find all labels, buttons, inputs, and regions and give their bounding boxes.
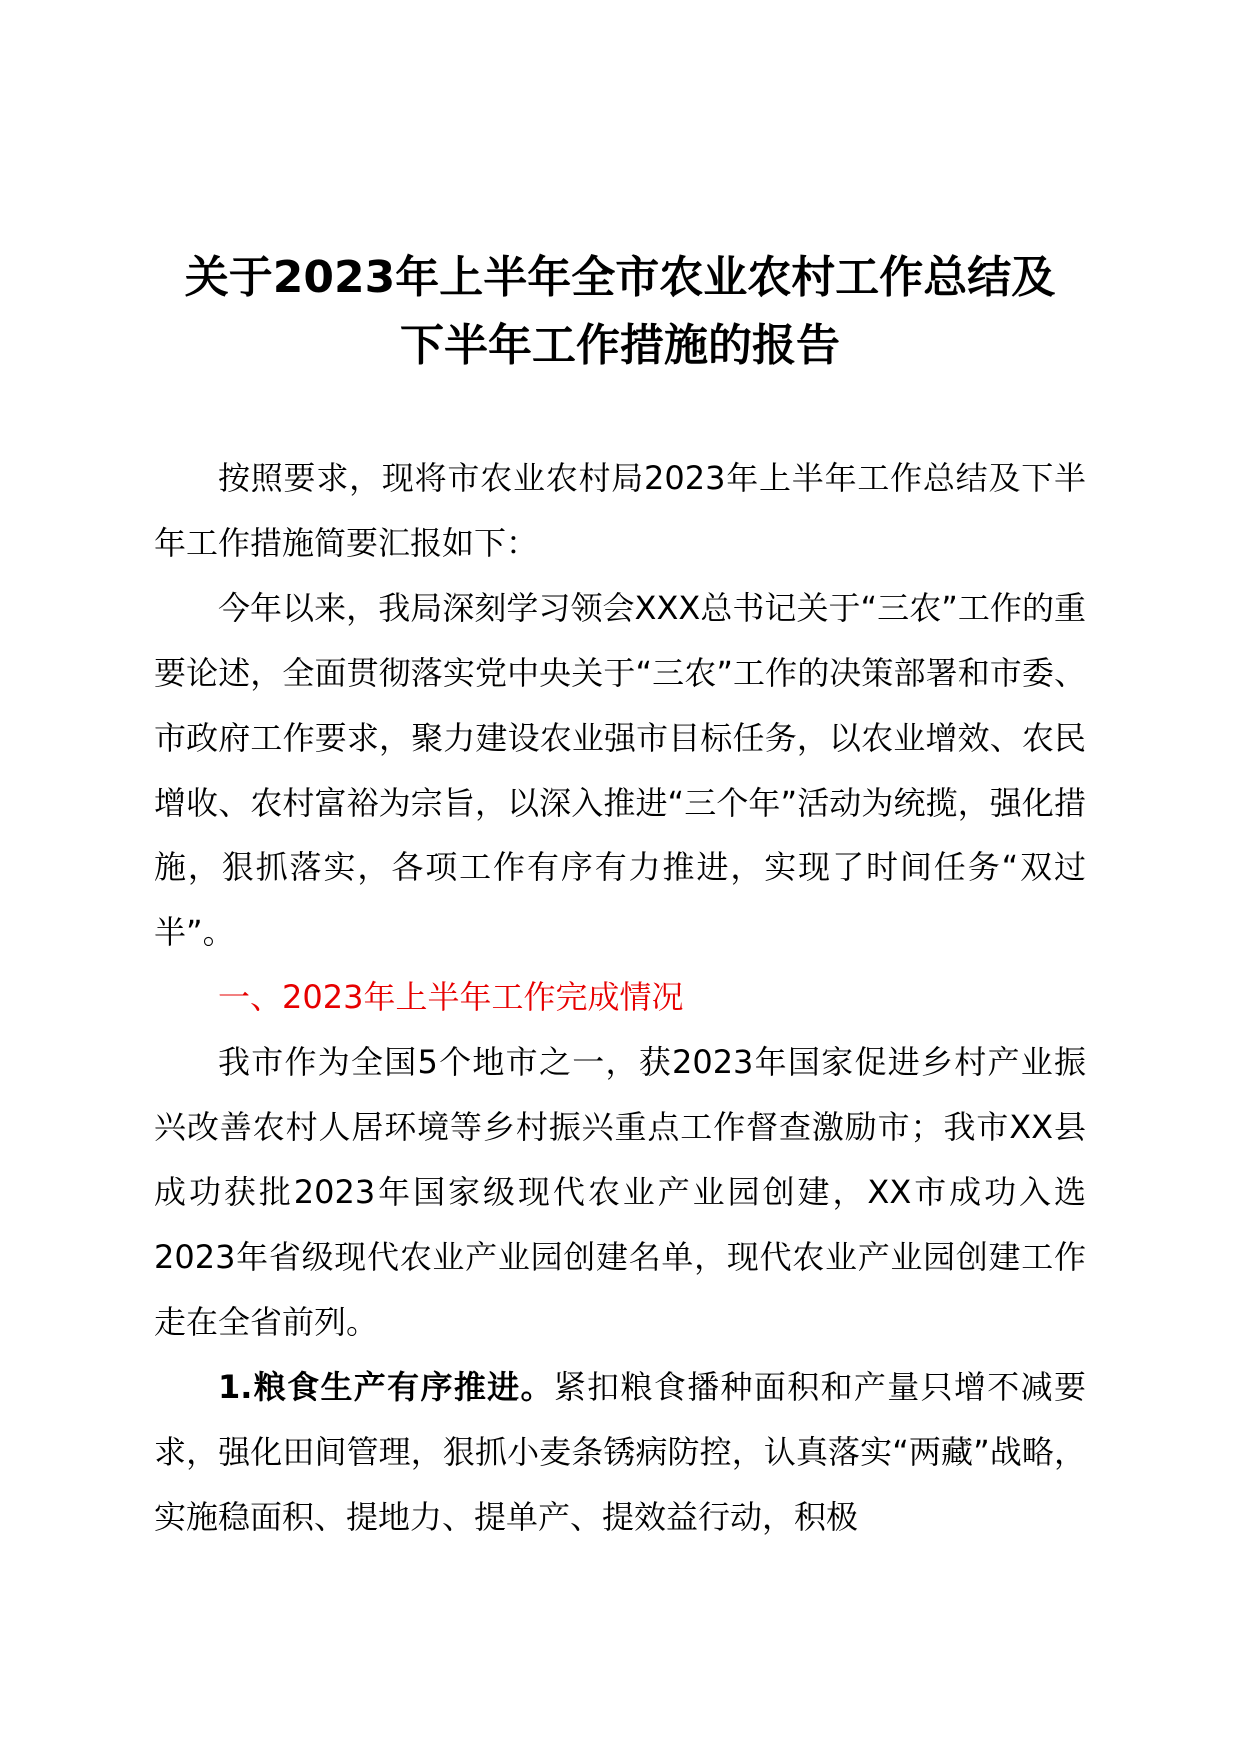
title-line-1: 关于2023年上半年全市农业农村工作总结及 — [184, 252, 1056, 303]
section-heading: 一、2023年上半年工作完成情况 — [218, 978, 684, 1017]
overview-paragraph: 今年以来，我局深刻学习领会XXX总书记关于“三农”工作的重要论述，全面贯彻落实党中央关于“三农”工作的决策部署和市委、市政府工作要求，聚力建设农业强市目标任务，以农业增效、农民增收、农村富裕为宗旨，以深入推进“三个年”活动为统揽，强化措施，狠抓落实，各项工作有序有力推进，实现了时间任务“双过半”。 — [154, 588, 1086, 952]
intro-paragraph: 按照要求，现将市农业农村局2023年上半年工作总结及下半年工作措施简要汇报如下： — [154, 459, 1086, 562]
item-paragraph — [154, 1355, 1086, 1550]
document-title — [154, 244, 1086, 380]
document-page — [154, 244, 1086, 1549]
document-body — [154, 446, 1086, 1549]
item-lead: 1.粮食生产有序推进。 — [218, 1367, 554, 1406]
item-text: 紧扣粮食播种面积和产量只增不减要求，强化田间管理，狠抓小麦条锈病防控，认真落实“两藏”战略，实施稳面积、提地力、提单产、提效益行动，积极 — [154, 1367, 1086, 1536]
section-intro-paragraph: 我市作为全国5个地市之一，获2023年国家促进乡村产业振兴改善农村人居环境等乡村振兴重点工作督查激励市；我市XX县成功获批2023年国家级现代农业产业园创建，XX市成功入选2023年省级现代农业产业园创建名单，现代农业产业园创建工作走在全省前列。 — [154, 1043, 1086, 1341]
title-line-2: 下半年工作措施的报告 — [400, 320, 840, 371]
